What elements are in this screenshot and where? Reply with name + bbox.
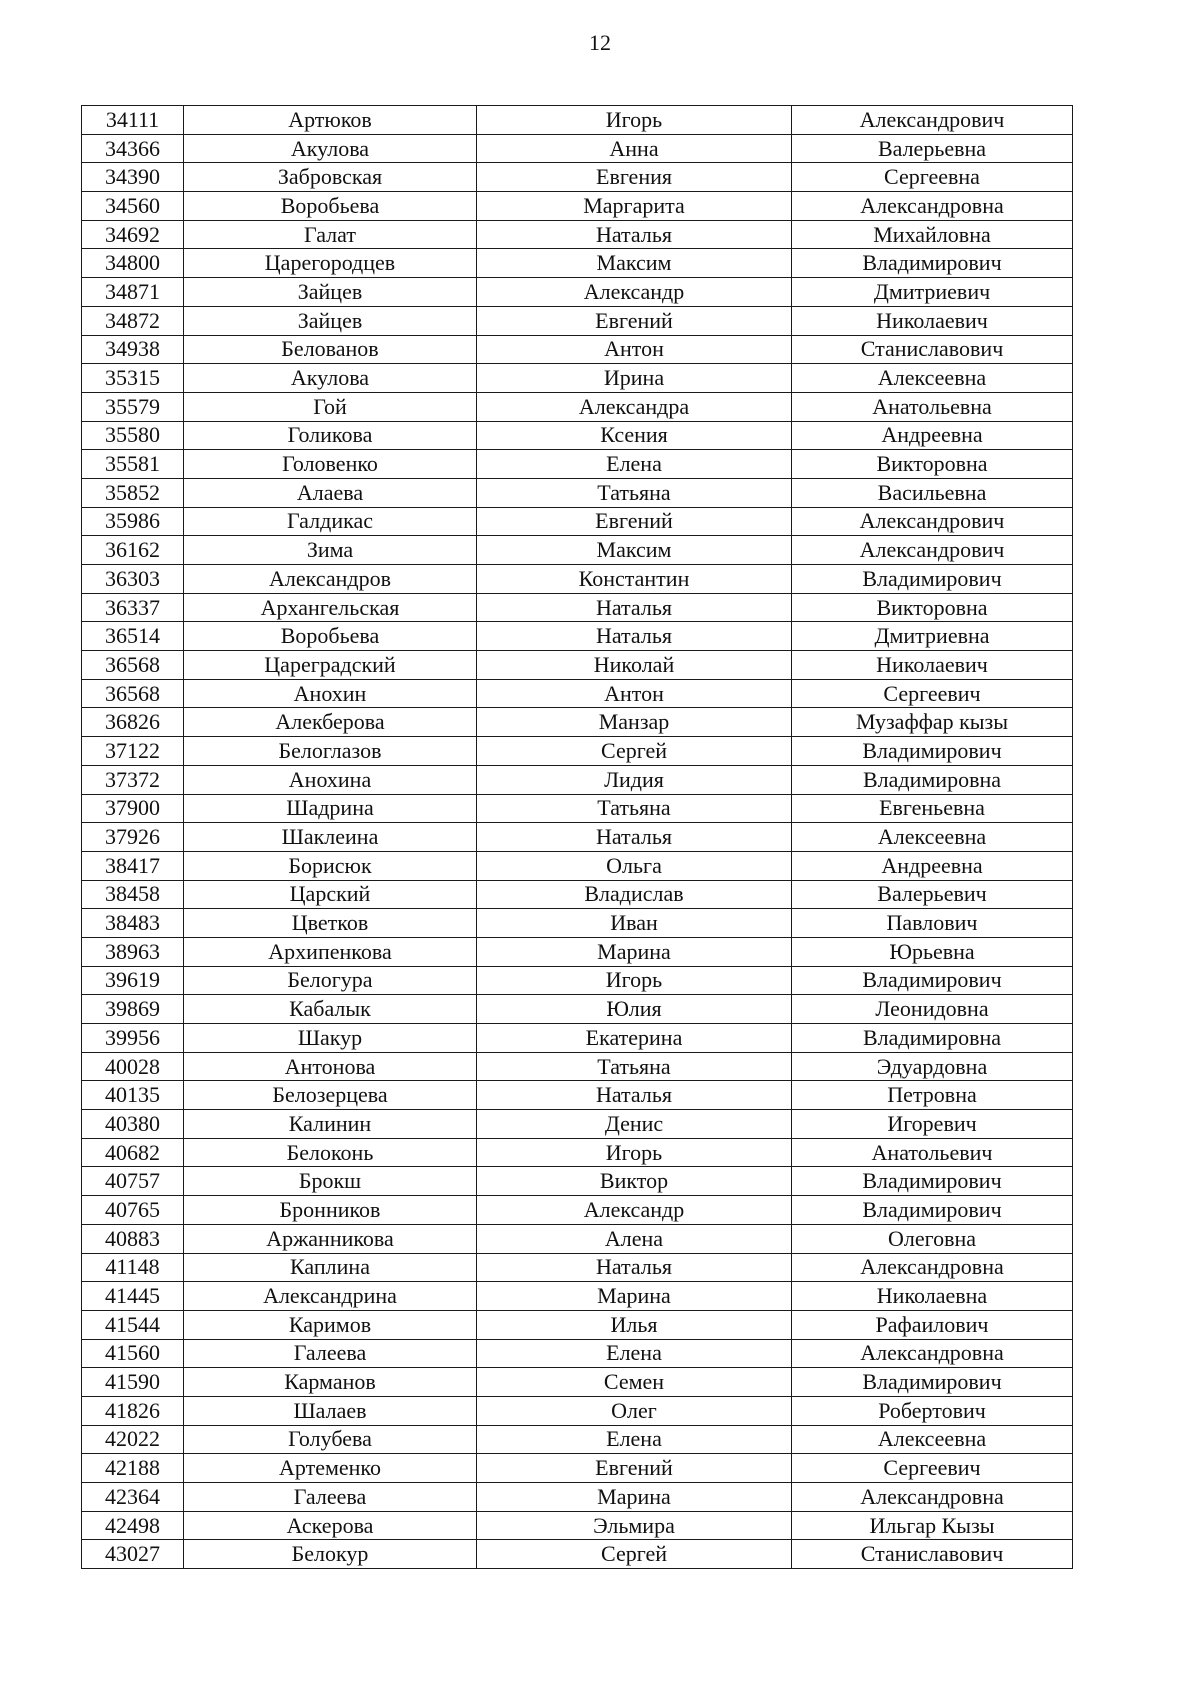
last-name-cell: Гой xyxy=(184,392,477,421)
first-name-cell: Николай xyxy=(477,651,792,680)
table-row xyxy=(82,1454,1073,1483)
last-name-cell: Галеева xyxy=(184,1483,477,1512)
id-cell: 34938 xyxy=(82,335,184,364)
table-row xyxy=(82,1224,1073,1253)
last-name-cell: Антонова xyxy=(184,1052,477,1081)
id-cell: 41590 xyxy=(82,1368,184,1397)
table-row xyxy=(82,651,1073,680)
first-name-cell: Игорь xyxy=(477,966,792,995)
patronymic-cell: Дмитриевна xyxy=(792,622,1073,651)
id-cell: 35580 xyxy=(82,421,184,450)
table-row xyxy=(82,1052,1073,1081)
last-name-cell: Акулова xyxy=(184,364,477,393)
patronymic-cell: Андреевна xyxy=(792,421,1073,450)
table-row xyxy=(82,880,1073,909)
last-name-cell: Бронников xyxy=(184,1196,477,1225)
id-cell: 41148 xyxy=(82,1253,184,1282)
last-name-cell: Воробьева xyxy=(184,622,477,651)
id-cell: 35852 xyxy=(82,478,184,507)
patronymic-cell: Васильевна xyxy=(792,478,1073,507)
first-name-cell: Маргарита xyxy=(477,192,792,221)
first-name-cell: Евгения xyxy=(477,163,792,192)
patronymic-cell: Владимирович xyxy=(792,249,1073,278)
first-name-cell: Максим xyxy=(477,249,792,278)
table-row xyxy=(82,1253,1073,1282)
patronymic-cell: Ильгар Кызы xyxy=(792,1511,1073,1540)
first-name-cell: Илья xyxy=(477,1310,792,1339)
patronymic-cell: Владимирович xyxy=(792,1196,1073,1225)
table-row xyxy=(82,1024,1073,1053)
patronymic-cell: Александровна xyxy=(792,1253,1073,1282)
table-row xyxy=(82,278,1073,307)
table-row xyxy=(82,1110,1073,1139)
patronymic-cell: Михайловна xyxy=(792,220,1073,249)
id-cell: 34366 xyxy=(82,134,184,163)
last-name-cell: Галеева xyxy=(184,1339,477,1368)
last-name-cell: Белогура xyxy=(184,966,477,995)
table-row xyxy=(82,1339,1073,1368)
patronymic-cell: Владимирович xyxy=(792,1368,1073,1397)
patronymic-cell: Владимировна xyxy=(792,765,1073,794)
roster-table xyxy=(81,105,1073,1569)
table-row xyxy=(82,1196,1073,1225)
table-row xyxy=(82,1511,1073,1540)
patronymic-cell: Викторовна xyxy=(792,450,1073,479)
id-cell: 34872 xyxy=(82,306,184,335)
first-name-cell: Марина xyxy=(477,937,792,966)
patronymic-cell: Николаевич xyxy=(792,651,1073,680)
last-name-cell: Шадрина xyxy=(184,794,477,823)
id-cell: 40135 xyxy=(82,1081,184,1110)
table-row xyxy=(82,478,1073,507)
first-name-cell: Сергей xyxy=(477,737,792,766)
id-cell: 36568 xyxy=(82,679,184,708)
last-name-cell: Артеменко xyxy=(184,1454,477,1483)
first-name-cell: Константин xyxy=(477,565,792,594)
last-name-cell: Архангельская xyxy=(184,593,477,622)
last-name-cell: Александрина xyxy=(184,1282,477,1311)
table-row xyxy=(82,163,1073,192)
page-number: 12 xyxy=(589,30,611,55)
last-name-cell: Царский xyxy=(184,880,477,909)
last-name-cell: Акулова xyxy=(184,134,477,163)
last-name-cell: Шаклеина xyxy=(184,823,477,852)
table-row xyxy=(82,823,1073,852)
first-name-cell: Эльмира xyxy=(477,1511,792,1540)
last-name-cell: Белоконь xyxy=(184,1138,477,1167)
table-row xyxy=(82,995,1073,1024)
id-cell: 37900 xyxy=(82,794,184,823)
table-row xyxy=(82,421,1073,450)
patronymic-cell: Робертович xyxy=(792,1396,1073,1425)
table-row xyxy=(82,966,1073,995)
last-name-cell: Артюков xyxy=(184,106,477,135)
patronymic-cell: Станиславович xyxy=(792,335,1073,364)
id-cell: 38458 xyxy=(82,880,184,909)
table-row xyxy=(82,851,1073,880)
id-cell: 42364 xyxy=(82,1483,184,1512)
patronymic-cell: Владимирович xyxy=(792,966,1073,995)
id-cell: 37926 xyxy=(82,823,184,852)
last-name-cell: Забровская xyxy=(184,163,477,192)
table-row xyxy=(82,1310,1073,1339)
first-name-cell: Татьяна xyxy=(477,478,792,507)
first-name-cell: Манзар xyxy=(477,708,792,737)
table-row xyxy=(82,134,1073,163)
table-row xyxy=(82,1425,1073,1454)
table-row xyxy=(82,1540,1073,1569)
first-name-cell: Владислав xyxy=(477,880,792,909)
id-cell: 40757 xyxy=(82,1167,184,1196)
first-name-cell: Наталья xyxy=(477,622,792,651)
patronymic-cell: Александровна xyxy=(792,1339,1073,1368)
id-cell: 34390 xyxy=(82,163,184,192)
first-name-cell: Ксения xyxy=(477,421,792,450)
last-name-cell: Алаева xyxy=(184,478,477,507)
id-cell: 37372 xyxy=(82,765,184,794)
patronymic-cell: Николаевна xyxy=(792,1282,1073,1311)
id-cell: 42498 xyxy=(82,1511,184,1540)
first-name-cell: Татьяна xyxy=(477,794,792,823)
first-name-cell: Анна xyxy=(477,134,792,163)
id-cell: 39956 xyxy=(82,1024,184,1053)
last-name-cell: Головенко xyxy=(184,450,477,479)
table-row xyxy=(82,106,1073,135)
last-name-cell: Брокш xyxy=(184,1167,477,1196)
table-row xyxy=(82,1368,1073,1397)
first-name-cell: Лидия xyxy=(477,765,792,794)
last-name-cell: Карманов xyxy=(184,1368,477,1397)
first-name-cell: Александра xyxy=(477,392,792,421)
table-row xyxy=(82,306,1073,335)
last-name-cell: Цареградский xyxy=(184,651,477,680)
patronymic-cell: Александрович xyxy=(792,507,1073,536)
patronymic-cell: Рафаилович xyxy=(792,1310,1073,1339)
id-cell: 35986 xyxy=(82,507,184,536)
id-cell: 34692 xyxy=(82,220,184,249)
patronymic-cell: Александрович xyxy=(792,536,1073,565)
id-cell: 40883 xyxy=(82,1224,184,1253)
first-name-cell: Сергей xyxy=(477,1540,792,1569)
id-cell: 40682 xyxy=(82,1138,184,1167)
id-cell: 35315 xyxy=(82,364,184,393)
first-name-cell: Наталья xyxy=(477,1253,792,1282)
first-name-cell: Марина xyxy=(477,1282,792,1311)
first-name-cell: Олег xyxy=(477,1396,792,1425)
table-row xyxy=(82,1138,1073,1167)
last-name-cell: Алекберова xyxy=(184,708,477,737)
patronymic-cell: Эдуардовна xyxy=(792,1052,1073,1081)
table-row xyxy=(82,220,1073,249)
patronymic-cell: Александровна xyxy=(792,192,1073,221)
first-name-cell: Александр xyxy=(477,1196,792,1225)
table-row xyxy=(82,507,1073,536)
patronymic-cell: Анатольевич xyxy=(792,1138,1073,1167)
table-row xyxy=(82,937,1073,966)
first-name-cell: Алена xyxy=(477,1224,792,1253)
patronymic-cell: Викторовна xyxy=(792,593,1073,622)
first-name-cell: Евгений xyxy=(477,507,792,536)
id-cell: 36826 xyxy=(82,708,184,737)
patronymic-cell: Валерьевич xyxy=(792,880,1073,909)
first-name-cell: Евгений xyxy=(477,306,792,335)
last-name-cell: Царегородцев xyxy=(184,249,477,278)
patronymic-cell: Сергеевич xyxy=(792,1454,1073,1483)
first-name-cell: Виктор xyxy=(477,1167,792,1196)
patronymic-cell: Алексеевна xyxy=(792,823,1073,852)
table-row xyxy=(82,737,1073,766)
patronymic-cell: Владимирович xyxy=(792,1167,1073,1196)
patronymic-cell: Сергеевич xyxy=(792,679,1073,708)
id-cell: 36162 xyxy=(82,536,184,565)
table-row xyxy=(82,450,1073,479)
first-name-cell: Евгений xyxy=(477,1454,792,1483)
table-row xyxy=(82,679,1073,708)
last-name-cell: Шалаев xyxy=(184,1396,477,1425)
id-cell: 42188 xyxy=(82,1454,184,1483)
patronymic-cell: Валерьевна xyxy=(792,134,1073,163)
id-cell: 41560 xyxy=(82,1339,184,1368)
table-row xyxy=(82,909,1073,938)
id-cell: 38963 xyxy=(82,937,184,966)
table-row xyxy=(82,765,1073,794)
id-cell: 37122 xyxy=(82,737,184,766)
first-name-cell: Максим xyxy=(477,536,792,565)
id-cell: 38417 xyxy=(82,851,184,880)
id-cell: 40028 xyxy=(82,1052,184,1081)
table-row xyxy=(82,536,1073,565)
table-row xyxy=(82,1396,1073,1425)
id-cell: 41826 xyxy=(82,1396,184,1425)
table-row xyxy=(82,1081,1073,1110)
id-cell: 41544 xyxy=(82,1310,184,1339)
last-name-cell: Аржанникова xyxy=(184,1224,477,1253)
first-name-cell: Марина xyxy=(477,1483,792,1512)
first-name-cell: Елена xyxy=(477,1339,792,1368)
last-name-cell: Каплина xyxy=(184,1253,477,1282)
id-cell: 34871 xyxy=(82,278,184,307)
first-name-cell: Екатерина xyxy=(477,1024,792,1053)
table-row xyxy=(82,392,1073,421)
table-row xyxy=(82,1483,1073,1512)
id-cell: 34111 xyxy=(82,106,184,135)
last-name-cell: Белоглазов xyxy=(184,737,477,766)
patronymic-cell: Дмитриевич xyxy=(792,278,1073,307)
patronymic-cell: Леонидовна xyxy=(792,995,1073,1024)
last-name-cell: Воробьева xyxy=(184,192,477,221)
patronymic-cell: Андреевна xyxy=(792,851,1073,880)
id-cell: 35579 xyxy=(82,392,184,421)
patronymic-cell: Александрович xyxy=(792,106,1073,135)
first-name-cell: Елена xyxy=(477,1425,792,1454)
first-name-cell: Наталья xyxy=(477,823,792,852)
id-cell: 34800 xyxy=(82,249,184,278)
last-name-cell: Белокур xyxy=(184,1540,477,1569)
patronymic-cell: Александровна xyxy=(792,1483,1073,1512)
id-cell: 36514 xyxy=(82,622,184,651)
first-name-cell: Наталья xyxy=(477,1081,792,1110)
first-name-cell: Антон xyxy=(477,679,792,708)
id-cell: 35581 xyxy=(82,450,184,479)
last-name-cell: Анохин xyxy=(184,679,477,708)
last-name-cell: Голубева xyxy=(184,1425,477,1454)
id-cell: 40380 xyxy=(82,1110,184,1139)
table-row xyxy=(82,192,1073,221)
first-name-cell: Игорь xyxy=(477,1138,792,1167)
last-name-cell: Александров xyxy=(184,565,477,594)
table-row xyxy=(82,1167,1073,1196)
table-row xyxy=(82,335,1073,364)
last-name-cell: Борисюк xyxy=(184,851,477,880)
patronymic-cell: Сергеевна xyxy=(792,163,1073,192)
first-name-cell: Юлия xyxy=(477,995,792,1024)
table-row xyxy=(82,249,1073,278)
patronymic-cell: Николаевич xyxy=(792,306,1073,335)
patronymic-cell: Владимировна xyxy=(792,1024,1073,1053)
first-name-cell: Татьяна xyxy=(477,1052,792,1081)
patronymic-cell: Евгеньевна xyxy=(792,794,1073,823)
first-name-cell: Ирина xyxy=(477,364,792,393)
patronymic-cell: Алексеевна xyxy=(792,364,1073,393)
last-name-cell: Калинин xyxy=(184,1110,477,1139)
table-row xyxy=(82,565,1073,594)
last-name-cell: Шакур xyxy=(184,1024,477,1053)
last-name-cell: Цветков xyxy=(184,909,477,938)
last-name-cell: Каримов xyxy=(184,1310,477,1339)
patronymic-cell: Анатольевна xyxy=(792,392,1073,421)
last-name-cell: Зайцев xyxy=(184,306,477,335)
first-name-cell: Семен xyxy=(477,1368,792,1397)
last-name-cell: Анохина xyxy=(184,765,477,794)
patronymic-cell: Петровна xyxy=(792,1081,1073,1110)
last-name-cell: Архипенкова xyxy=(184,937,477,966)
id-cell: 42022 xyxy=(82,1425,184,1454)
first-name-cell: Антон xyxy=(477,335,792,364)
first-name-cell: Иван xyxy=(477,909,792,938)
first-name-cell: Наталья xyxy=(477,220,792,249)
patronymic-cell: Юрьевна xyxy=(792,937,1073,966)
roster-body xyxy=(82,106,1073,1569)
first-name-cell: Игорь xyxy=(477,106,792,135)
patronymic-cell: Игоревич xyxy=(792,1110,1073,1139)
last-name-cell: Кабалык xyxy=(184,995,477,1024)
id-cell: 38483 xyxy=(82,909,184,938)
table-row xyxy=(82,593,1073,622)
table-row xyxy=(82,794,1073,823)
last-name-cell: Галдикас xyxy=(184,507,477,536)
id-cell: 40765 xyxy=(82,1196,184,1225)
last-name-cell: Аскерова xyxy=(184,1511,477,1540)
patronymic-cell: Станиславович xyxy=(792,1540,1073,1569)
patronymic-cell: Владимирович xyxy=(792,737,1073,766)
table-row xyxy=(82,1282,1073,1311)
last-name-cell: Зайцев xyxy=(184,278,477,307)
patronymic-cell: Павлович xyxy=(792,909,1073,938)
table-row xyxy=(82,708,1073,737)
first-name-cell: Денис xyxy=(477,1110,792,1139)
patronymic-cell: Олеговна xyxy=(792,1224,1073,1253)
patronymic-cell: Владимирович xyxy=(792,565,1073,594)
last-name-cell: Галат xyxy=(184,220,477,249)
id-cell: 41445 xyxy=(82,1282,184,1311)
first-name-cell: Ольга xyxy=(477,851,792,880)
last-name-cell: Белованов xyxy=(184,335,477,364)
id-cell: 39619 xyxy=(82,966,184,995)
id-cell: 36303 xyxy=(82,565,184,594)
id-cell: 36568 xyxy=(82,651,184,680)
id-cell: 36337 xyxy=(82,593,184,622)
patronymic-cell: Алексеевна xyxy=(792,1425,1073,1454)
table-row xyxy=(82,622,1073,651)
first-name-cell: Наталья xyxy=(477,593,792,622)
id-cell: 34560 xyxy=(82,192,184,221)
first-name-cell: Александр xyxy=(477,278,792,307)
table-row xyxy=(82,364,1073,393)
id-cell: 39869 xyxy=(82,995,184,1024)
last-name-cell: Голикова xyxy=(184,421,477,450)
id-cell: 43027 xyxy=(82,1540,184,1569)
patronymic-cell: Музаффар кызы xyxy=(792,708,1073,737)
first-name-cell: Елена xyxy=(477,450,792,479)
last-name-cell: Белозерцева xyxy=(184,1081,477,1110)
last-name-cell: Зима xyxy=(184,536,477,565)
